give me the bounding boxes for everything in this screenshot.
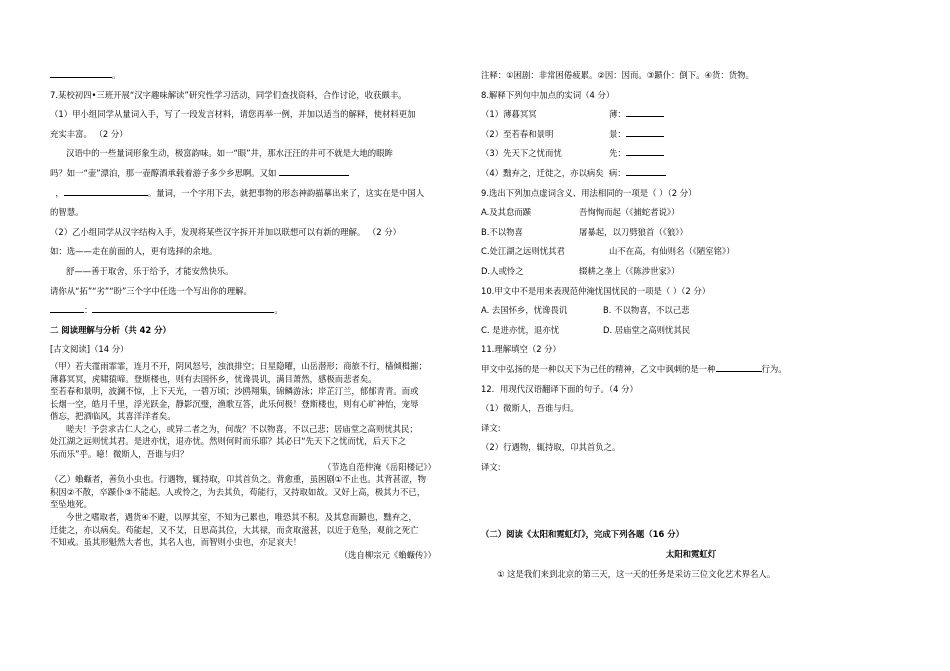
q9-title: 9.选出下列加点虚词含义、用法相同的一项是（ ）（2 分）: [481, 187, 697, 198]
right-column: [481, 66, 901, 584]
q8-sentence: （2）至若春和景明: [481, 128, 554, 139]
q7-answer-line: [50, 301, 474, 321]
q8-sentence: （3）先天下之忧而忧: [481, 148, 562, 159]
q10-option[interactable]: C. 是进亦忧，退亦忧: [481, 324, 560, 335]
q7-title: 7.某校初四•三班开展“汉字趣味解读”研究性学习活动，同学们查找资料，合作讨论，收获颇丰。: [50, 89, 407, 100]
passage-line: 乐而乐”乎。噫！微斯人，吾谁与归？: [50, 449, 189, 460]
q11-text-a: 甲文中弘扬的是一种以天下为己任的精神，乙文中讽刺的是一种: [481, 363, 716, 374]
passage-line: 迁徙之，亦以病矣。苟能起，又不艾，日思高其位，大其禄，而贪取滋甚，以近于危坠，观前之死亡: [50, 524, 419, 535]
passage-line: 积因②不散，卒踬仆③不能起。人或怜之，为去其负，苟能行，又持取如故。又好上高，极其力不已，: [50, 486, 426, 497]
material-text: 吗？如一“壶”漂泊，那一壶醇酒承载着游子多少乡思啊。又如: [50, 167, 277, 178]
translation-label: 译文:: [481, 461, 501, 472]
q8-sentence: （1）薄暮冥冥: [481, 109, 537, 120]
q8-item: [481, 164, 901, 184]
passage-line: 不知戒。虽其形魁然大者也，其名人也，而智则小虫也，亦足哀夫！: [50, 537, 302, 548]
q8-word: 景：: [609, 128, 626, 139]
option-b-text: 山不在高，有仙则名（《陋室铭》）: [609, 246, 735, 257]
passage-source: （选自柳宗元《蝜蝂传》）: [339, 549, 436, 560]
answer-line: [50, 66, 474, 86]
q8-word: 薄：: [609, 109, 626, 120]
q8-item: [481, 125, 901, 145]
q9-option[interactable]: [481, 223, 901, 243]
q8-title: 8.解释下列句中加点的实词（4 分）: [481, 89, 615, 100]
passage-line: 处江湖之远则忧其君。是进亦忧，退亦忧。然则何时而乐耶？其必曰“先天下之忧而忧，后天下之: [50, 436, 407, 447]
option-a-text: B.不以物喜: [481, 226, 523, 237]
passage-line: 至坠地死。: [50, 499, 92, 510]
passage-line: （乙）蝜蝂者，善负小虫也。行遇物，辄持取，卬其首负之。背愈重，虽困剧①不止也。其背甚涩，物: [50, 474, 427, 485]
q8-item: [481, 105, 901, 125]
q7-part2-line: （2）乙小组同学从汉字结构入手，发现将某些汉字拆开并加以联想可以有新的理解。 （2 分）: [50, 226, 401, 237]
option-b-text: 屠暴起，以刀劈狼首（《狼》）: [579, 226, 688, 237]
q10-option[interactable]: B. 不以物喜，不以己悲: [603, 305, 690, 316]
q8-sentence: （4）黜弃之，迁徙之，亦以病矣: [481, 167, 604, 178]
q9-option[interactable]: [481, 242, 901, 262]
answer-blank[interactable]: [50, 302, 84, 313]
answer-blank[interactable]: [279, 165, 349, 176]
section-title: 二 阅读理解与分析（共 42 分）: [50, 324, 171, 335]
q12-sentence: （2）行遇物，辄持取，卬其首负之。: [481, 442, 621, 453]
q7-material-line: 的智慧。: [50, 207, 84, 218]
q8-word: 病：: [608, 167, 626, 178]
answer-space[interactable]: [481, 503, 901, 525]
answer-space[interactable]: [481, 477, 901, 503]
option-a-text: A.及其怠而踬: [481, 207, 532, 218]
answer-blank[interactable]: [626, 126, 664, 137]
q8-item: [481, 144, 901, 164]
translation-label: 译文:: [481, 422, 501, 433]
punctuation: 。: [112, 70, 121, 80]
passage-line: 今世之嗜取者，遇货④不避，以厚其室，不知为己累也，唯恐其不积。及其怠而踬也，黜弃之，: [66, 512, 417, 523]
passage-source: （节选自范仲淹《岳阳楼记》）: [322, 461, 436, 472]
q11-text: [481, 360, 901, 380]
q10-options-row: [481, 321, 901, 341]
q11-text-b: 行为。: [761, 363, 787, 374]
option-a-text: C.处江湖之远则忧其君: [481, 246, 565, 257]
q7-prompt-line: 请你从“拓”“劣”“盼”三个字中任选一个写出你的理解。: [50, 285, 252, 296]
article-title: 太阳和霓虹灯: [665, 549, 717, 560]
q7-part1-line: （1）甲小组同学从量词入手，写了一段发言材料，请您再举一例，并加以适当的解释，使材料更加: [50, 109, 416, 120]
answer-blank[interactable]: [64, 185, 148, 196]
q12-title: 12．用现代汉语翻译下面的句子。（4 分）: [481, 383, 638, 394]
q7-material-line: [50, 164, 474, 184]
passage-line: 长烟一空，皓月千里，浮光跃金，静影沉璧，渔歌互答，此乐何极！登斯楼也，则有心旷神怡，宠辱: [50, 398, 419, 409]
answer-blank[interactable]: [626, 145, 664, 156]
option-a-text: D.人或怜之: [481, 265, 524, 276]
passage-line: 嗟夫！予尝求古仁人之心，或异二者之为，何哉？不以物喜，不以己悲；居庙堂之高则忧其民；: [66, 423, 418, 434]
q12-sentence: （1）微斯人，吾谁与归。: [481, 403, 579, 414]
q9-option[interactable]: [481, 262, 901, 282]
answer-blank[interactable]: [626, 165, 666, 176]
answer-blank[interactable]: [92, 302, 274, 313]
q10-title: 10.甲文中不是用来表现范仲淹忧国忧民的一项是（ ）（2 分）: [481, 285, 711, 296]
material-text: 。量词，一个字用下去，就把事物的形态神韵描摹出来了，这实在是中国人: [147, 187, 425, 198]
q10-option[interactable]: D. 居庙堂之高则忧其民: [603, 324, 691, 335]
punctuation: 。: [274, 305, 283, 316]
q9-option[interactable]: [481, 203, 901, 223]
answer-blank[interactable]: [716, 361, 762, 372]
punctuation: ：: [84, 305, 93, 316]
passage-line: 偕忘，把酒临风，其喜洋洋者矣。: [50, 411, 176, 422]
passage-line: 薄暮冥冥，虎啸猿啼。登斯楼也，则有去国怀乡，忧谗畏讥，满目萧然，感极而悲者矣。: [50, 373, 377, 384]
q7-material-line: [50, 184, 474, 204]
option-b-text: 辍耕之垄上（《陈涉世家》）: [579, 265, 680, 276]
q7-example-line: 舒——善于取舍，乐于给予，才能安然快乐。: [66, 265, 234, 276]
answer-blank[interactable]: [626, 106, 664, 117]
q10-option[interactable]: A. 去国怀乡，忧谗畏讥: [481, 305, 568, 316]
passage-line: （甲）若夫霪雨霏霏，连月不开，阴风怒号，浊浪排空；日星隐曜，山岳潜形；商旅不行，樯倾楫摧；: [50, 360, 427, 371]
left-column: [50, 66, 474, 561]
notes: 注释：①困剧：非常困倦疲累。②因：因而。③踬仆：倒下。④货：货物。: [481, 70, 754, 80]
section-title: （二）阅读《太阳和霓虹灯》，完成下列各题（16 分）: [481, 529, 684, 540]
passage-jia: [50, 360, 474, 562]
q11-title: 11.理解填空（2 分）: [481, 344, 561, 355]
q7-material-line: 汉语中的一些量词形象生动，极富韵味。如一“眼”井，那水汪汪的井可不就是大地的眼眸: [66, 148, 393, 159]
q7-example-line: 如：选——走在前面的人，更有选择的余地。: [50, 246, 218, 257]
option-b-text: 吾恂恂而起（《捕蛇者说》）: [579, 207, 680, 218]
article-paragraph: ① 这是我们来到北京的第三天，这一天的任务是采访三位文化艺术界名人。: [497, 568, 776, 579]
q10-options-row: [481, 301, 901, 321]
classical-reading-label: [古文阅读]（14 分）: [50, 344, 129, 355]
passage-line: 至若春和景明，波澜不惊，上下天光，一碧万顷；沙鸥翔集，锦鳞游泳；岸芷汀兰，郁郁青青。而或: [50, 386, 419, 397]
material-text: ，: [55, 187, 64, 198]
q7-part1-line: 充实丰富。 （2 分）: [50, 128, 128, 139]
answer-blank[interactable]: [50, 67, 112, 78]
q8-word: 先：: [609, 148, 626, 159]
